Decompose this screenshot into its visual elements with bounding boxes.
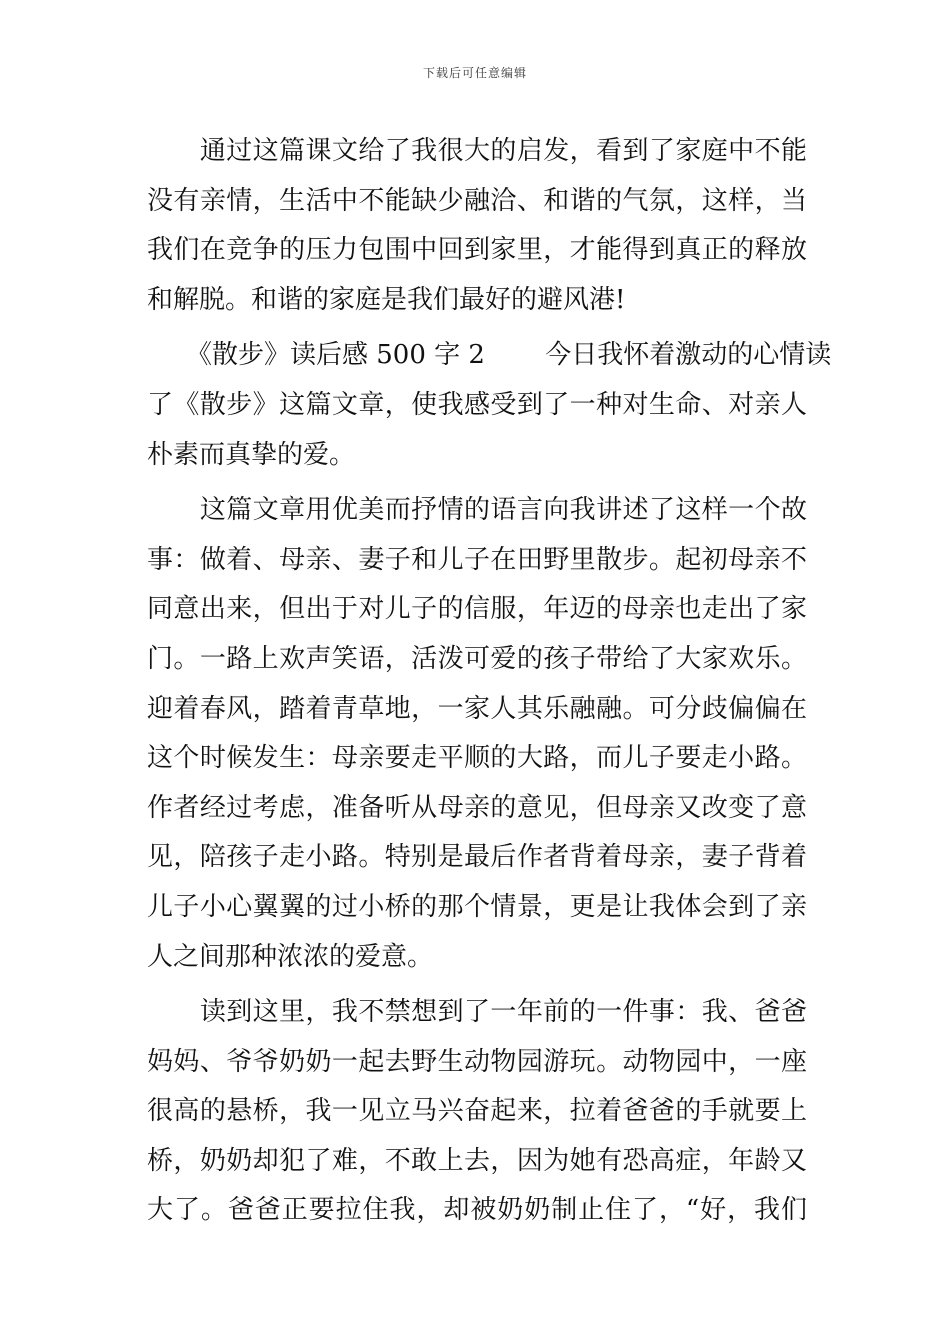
text-line: 朴素而真挚的爱。: [147, 439, 356, 470]
text-line: 见，陪孩子走小路。特别是最后作者背着母亲，妻子背着: [147, 842, 807, 873]
text-line: 大了。爸爸正要拉住我，却被奶奶制止住了，“好，我们: [147, 1195, 807, 1226]
text-line: 妈妈、爷爷奶奶一起去野生动物园游玩。动物园中，一座: [147, 1046, 807, 1077]
paragraph: [147, 486, 807, 982]
text-line: 和解脱。和谐的家庭是我们最好的避风港!: [147, 284, 626, 315]
text-line: 人之间那种浓浓的爱意。: [147, 941, 434, 972]
paragraph: [147, 127, 807, 325]
paragraph: [147, 988, 807, 1236]
text-line: 桥，奶奶却犯了难，不敢上去，因为她有恐高症，年龄又: [147, 1145, 807, 1176]
text-line: 读到这里，我不禁想到了一年前的一件事：我、爸爸: [147, 997, 807, 1028]
page-header: 下载后可任意编辑: [422, 66, 527, 80]
document-body: [147, 127, 832, 1236]
text-line: 门。一路上欢声笑语，活泼可爱的孩子带给了大家欢乐。: [147, 643, 807, 674]
text-line: 通过这篇课文给了我很大的启发，看到了家庭中不能: [147, 136, 807, 166]
text-line: 《散步》读后感 500 字 2 今日我怀着激动的心情读: [147, 340, 832, 371]
text-line: 儿子小心翼翼的过小桥的那个情景，更是让我体会到了亲: [147, 891, 807, 922]
text-line: 了《散步》这篇文章，使我感受到了一种对生命、对亲人: [147, 389, 807, 420]
text-line: 我们在竞争的压力包围中回到家里，才能得到真正的释放: [147, 235, 807, 266]
paragraph: [147, 331, 832, 480]
text-line: 这个时候发生：母亲要走平顺的大路，而儿子要走小路。: [147, 743, 807, 774]
text-line: 没有亲情，生活中不能缺少融洽、和谐的气氛，这样，当: [147, 185, 807, 216]
text-line: 同意出来，但出于对儿子的信服，年迈的母亲也走出了家: [147, 594, 807, 625]
text-line: 作者经过考虑，准备听从母亲的意见，但母亲又改变了意: [147, 792, 807, 823]
text-line: 很高的悬桥，我一见立马兴奋起来，拉着爸爸的手就要上: [147, 1096, 807, 1127]
text-line: 事：做着、母亲、妻子和儿子在田野里散步。起初母亲不: [147, 544, 807, 575]
text-line: 这篇文章用优美而抒情的语言向我讲述了这样一个故: [147, 495, 807, 526]
text-line: 迎着春风，踏着青草地，一家人其乐融融。可分歧偏偏在: [147, 693, 807, 724]
